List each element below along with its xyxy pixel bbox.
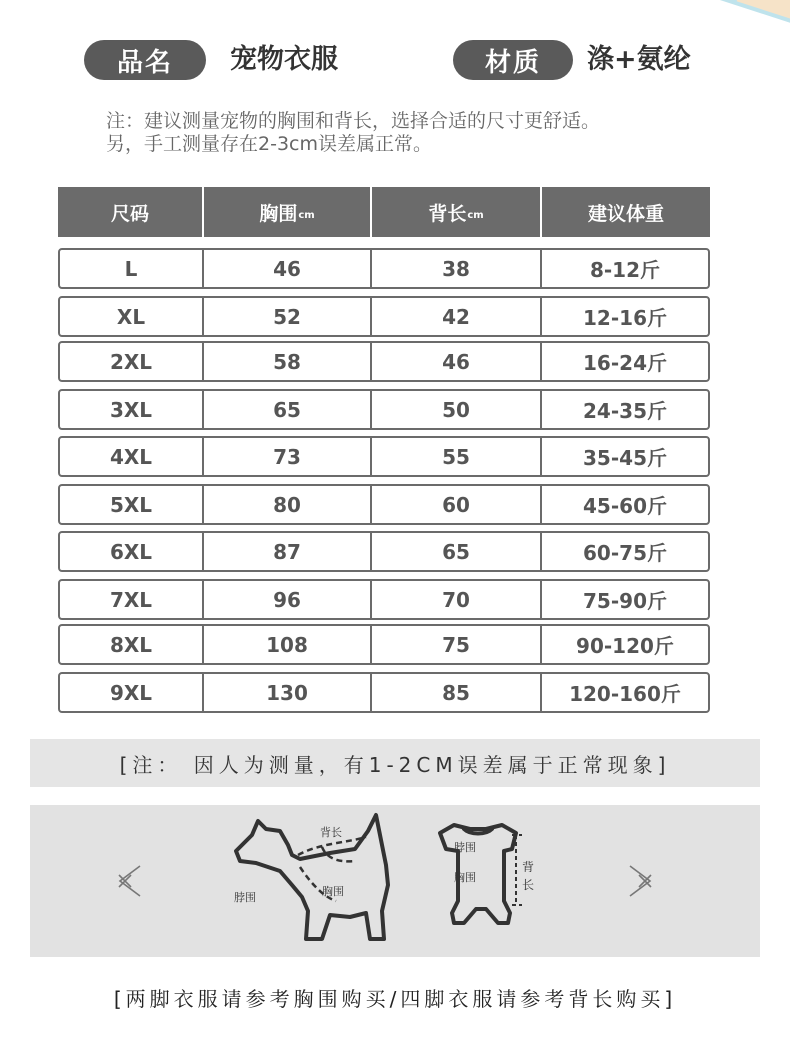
cell-back-length: 50: [372, 391, 542, 428]
cell-size: 3XL: [60, 391, 204, 428]
cell-back-length: 38: [372, 250, 542, 287]
dog-back-label: 背长: [320, 826, 342, 839]
shirt-back-label-1: 背: [522, 860, 535, 874]
table-row: [58, 389, 710, 430]
size-table: [58, 187, 710, 706]
cell-back-length: 60: [372, 486, 542, 523]
table-row: [58, 624, 710, 665]
shirt-chest-label: 胸围: [454, 871, 476, 884]
cell-weight: 90-120斤: [576, 634, 674, 658]
name-value: 宠物衣服: [230, 44, 338, 75]
cell-chest: 108: [204, 626, 372, 663]
table-row: [58, 484, 710, 525]
cell-weight: 75-90斤: [583, 589, 667, 613]
table-row: [58, 296, 710, 337]
cell-back-length: 55: [372, 438, 542, 475]
dog-chest-label: 胸围: [322, 885, 344, 898]
table-row: [58, 341, 710, 382]
cell-weight: 120-160斤: [569, 682, 681, 706]
cell-weight: 45-60斤: [583, 494, 667, 518]
cell-chest: 80: [204, 486, 372, 523]
cell-size: 2XL: [60, 343, 204, 380]
shirt-outline-icon: [440, 825, 516, 923]
cell-back-length: 65: [372, 533, 542, 570]
cell-weight: 12-16斤: [583, 306, 667, 330]
header-back-length: 背长 cm: [372, 187, 542, 237]
purchase-note: [两脚衣服请参考胸围购买/四脚衣服请参考背长购买]: [113, 987, 677, 1011]
cell-chest: 87: [204, 533, 372, 570]
header-weight: 建议体重: [587, 202, 664, 225]
cell-size: 7XL: [60, 581, 204, 618]
measurement-diagram: [30, 805, 760, 957]
note-line-2: 另，手工测量存在2-3cm误差属正常。: [106, 133, 432, 155]
material-label-pill: 材质: [453, 40, 573, 80]
table-row: [58, 531, 710, 572]
cell-chest: 65: [204, 391, 372, 428]
table-row: [58, 672, 710, 713]
cell-weight: 35-45斤: [583, 446, 667, 470]
cell-weight: 60-75斤: [583, 541, 667, 565]
cell-weight: 8-12斤: [589, 258, 661, 282]
measurement-note: [106, 110, 600, 156]
cell-size: 8XL: [60, 626, 204, 663]
cell-size: 6XL: [60, 533, 204, 570]
name-label-pill: 品名: [84, 40, 206, 80]
cell-size: 5XL: [60, 486, 204, 523]
header-size: 尺码: [58, 187, 204, 237]
note-line-1: 注：建议测量宠物的胸围和背长，选择合适的尺寸更舒适。: [106, 110, 601, 132]
cell-weight: 24-35斤: [583, 399, 667, 423]
cell-chest: 73: [204, 438, 372, 475]
cell-size: XL: [60, 298, 204, 335]
cell-chest: 58: [204, 343, 372, 380]
cell-back-length: 70: [372, 581, 542, 618]
table-row: [58, 579, 710, 620]
header-chest: 胸围 cm: [204, 187, 372, 237]
table-row: [58, 436, 710, 477]
table-header: [58, 187, 710, 237]
cell-size: 4XL: [60, 438, 204, 475]
error-note-bar: [注： 因人为测量，有1-2CM误差属于正常现象]: [30, 739, 760, 787]
cell-chest: 46: [204, 250, 372, 287]
cell-back-length: 75: [372, 626, 542, 663]
cell-size: L: [60, 250, 204, 287]
corner-decoration: [700, 0, 790, 40]
cell-size: 9XL: [60, 674, 204, 711]
table-row: [58, 248, 710, 289]
cell-back-length: 42: [372, 298, 542, 335]
product-header: [0, 40, 790, 82]
shirt-back-label-2: 长: [522, 878, 535, 892]
shirt-neck-label: 脖围: [454, 841, 476, 854]
arrow-right-icon[interactable]: [630, 866, 651, 896]
dog-outline-icon: [236, 815, 388, 939]
arrow-left-icon[interactable]: [119, 866, 140, 896]
cell-chest: 52: [204, 298, 372, 335]
cell-chest: 96: [204, 581, 372, 618]
cell-back-length: 85: [372, 674, 542, 711]
dog-neck-label: 脖围: [234, 891, 256, 904]
cell-back-length: 46: [372, 343, 542, 380]
cell-weight: 16-24斤: [583, 351, 667, 375]
material-value: 涤+氨纶: [587, 44, 691, 75]
cell-chest: 130: [204, 674, 372, 711]
